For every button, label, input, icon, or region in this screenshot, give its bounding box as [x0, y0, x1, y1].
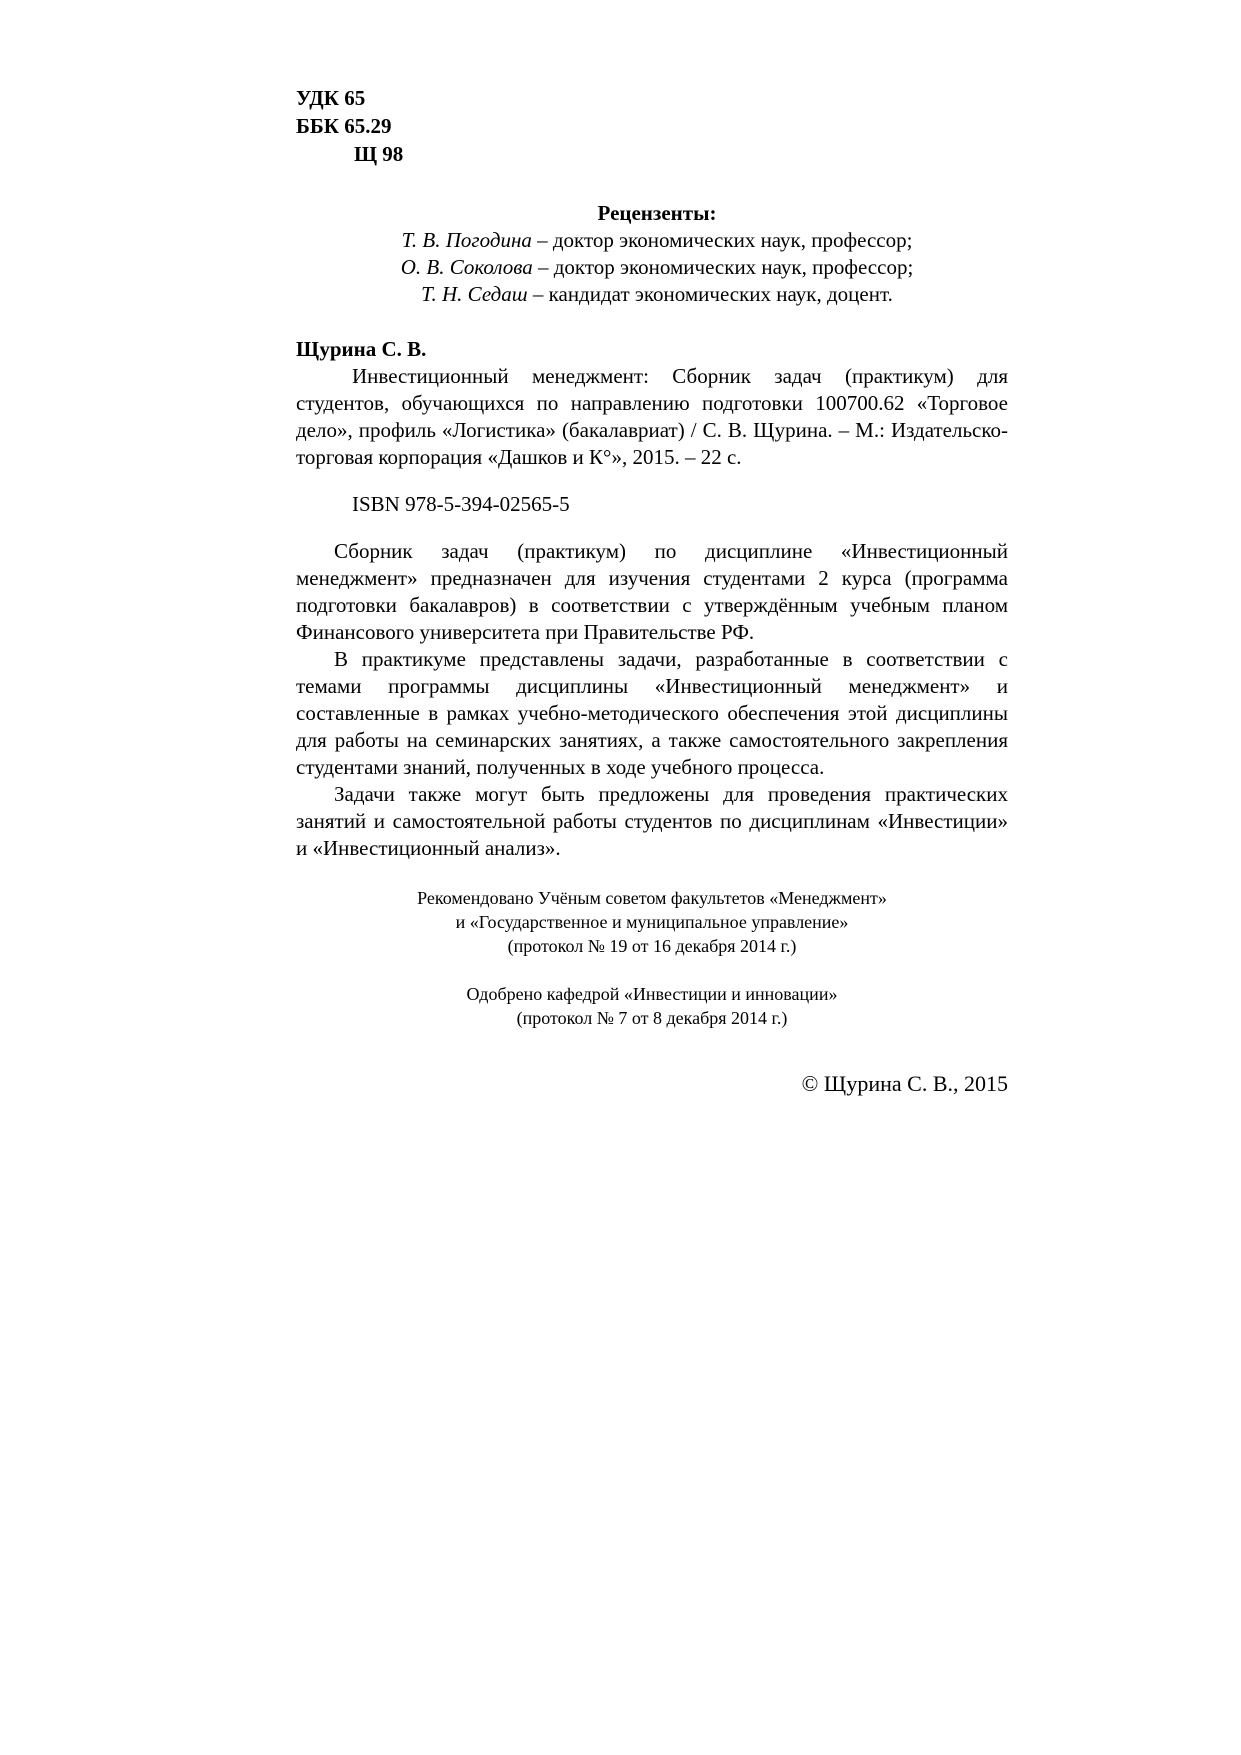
reviewer-name: Т. В. Погодина — [401, 228, 532, 252]
bbk-code: ББК 65.29 — [296, 114, 392, 138]
approval-line: Одобрено кафедрой «Инвестиции и инновации» — [466, 984, 838, 1004]
recommendation-line: Рекомендовано Учёным советом факультетов «Менеджмент» — [417, 888, 887, 908]
reviewers-block — [296, 200, 1008, 308]
classification-codes — [296, 84, 1008, 168]
approval-protocol: (протокол № 7 от 8 декабря 2014 г.) — [516, 1008, 788, 1028]
reviewer-desc: – кандидат экономических наук, доцент. — [527, 282, 893, 306]
reviewer-line — [306, 254, 1008, 281]
abstract-paragraph: Задачи также могут быть предложены для проведения практических занятий и самостоятельной работы студентов по дисциплинам «Инвестиции» и «Инвестиционный анализ». — [296, 782, 1008, 860]
abstract — [296, 538, 1008, 862]
reviewers-title: Рецензенты: — [597, 201, 717, 225]
abstract-paragraph: В практикуме представлены задачи, разработанные в соответствии с темами программы дисциплины «Инвестиционный менеджмент» и составленные в рамках учебно-методического обеспечения этой дисциплины для работы на семинарских занятиях, а также самостоятельного закрепления студентами знаний, полученных в ходе учебного процесса. — [296, 647, 1008, 779]
imprint-page — [296, 84, 1008, 1097]
bibliographic-description: Инвестиционный менеджмент: Сборник задач (практикум) для студентов, обучающихся по направлению подготовки 100700.62 «Торговое дело», профиль «Логистика» (бакалавриат) / С. В. Щурина. – М.: Издательско-торговая корпорация «Дашков и К°», 2015. – 22 с. — [296, 364, 1008, 469]
author-mark: Щ 98 — [354, 142, 404, 166]
reviewer-name: О. В. Соколова — [400, 255, 533, 279]
reviewer-line — [306, 227, 1008, 254]
recommendation-protocol: (протокол № 19 от 16 декабря 2014 г.) — [507, 936, 797, 956]
abstract-paragraph: Сборник задач (практикум) по дисциплине «Инвестиционный менеджмент» предназначен для изучения студентами 2 курса (программа подготовки бакалавров) в соответствии с утверждённым учебным планом Финансового университета при Правительстве РФ. — [296, 539, 1008, 644]
reviewer-desc: – доктор экономических наук, профессор; — [531, 228, 913, 252]
recommendation-block — [296, 886, 1008, 958]
recommendation-line: и «Государственное и муниципальное управление» — [455, 912, 849, 932]
copyright-notice: © Щурина С. В., 2015 — [801, 1071, 1008, 1096]
isbn: ISBN 978-5-394-02565-5 — [352, 492, 570, 516]
reviewer-name: Т. Н. Седаш — [421, 282, 528, 306]
author-name: Щурина С. В. — [296, 337, 427, 361]
reviewer-line — [306, 281, 1008, 308]
reviewer-desc: – доктор экономических наук, профессор; — [532, 255, 914, 279]
approval-block — [296, 982, 1008, 1030]
udk-code: УДК 65 — [296, 86, 366, 110]
